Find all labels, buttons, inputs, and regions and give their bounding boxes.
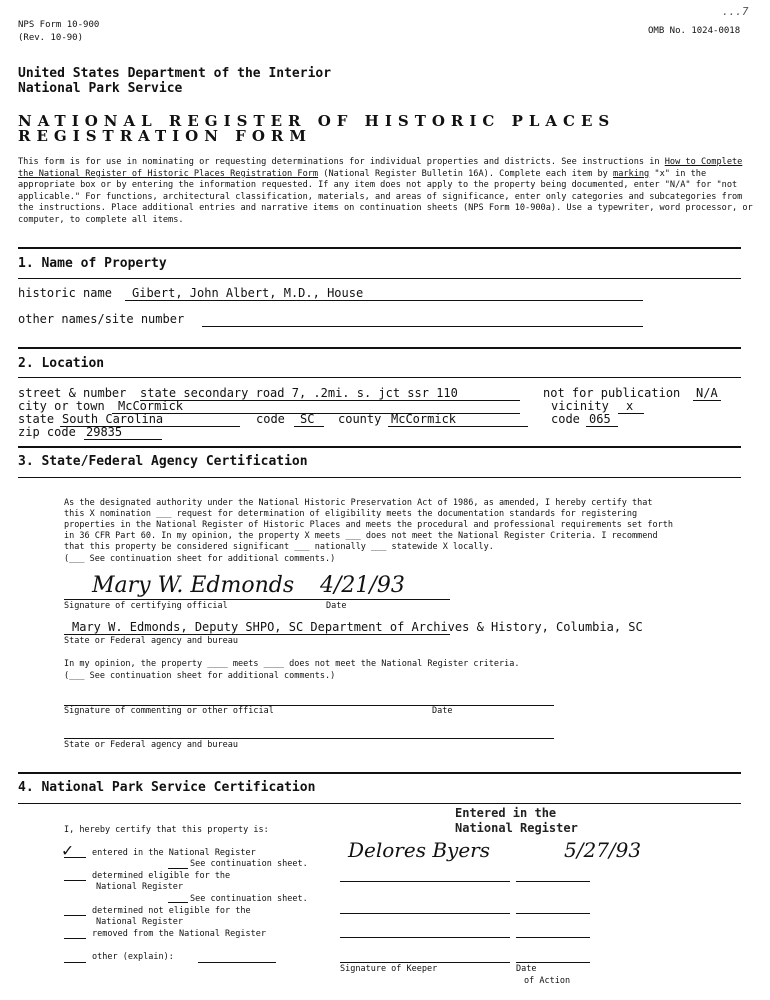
section-divider xyxy=(18,347,741,349)
omb-number: OMB No. 1024-0018 xyxy=(648,26,741,36)
field-underline xyxy=(202,326,643,327)
not-for-publication-label: not for publication xyxy=(543,386,681,400)
keeper-date-label: Date xyxy=(516,964,537,974)
eligible-option: determined eligible for the xyxy=(92,871,231,881)
entered-option: entered in the National Register xyxy=(92,848,256,858)
field-underline xyxy=(586,426,618,427)
certification-line-3: properties in the National Register of Historic Places and meets the procedural and professional requirements set forth xyxy=(64,520,673,530)
county-label: county xyxy=(338,412,382,426)
street-value[interactable]: state secondary road 7, .2mi. s. jct ssr 110 xyxy=(140,386,458,400)
checkbox-line[interactable] xyxy=(168,902,188,903)
instructions-text-2: (National Register Bulletin 16A). Complete each item by xyxy=(318,168,614,179)
see-continuation-1: See continuation sheet. xyxy=(190,859,308,869)
historic-name-value[interactable]: Gibert, John Albert, M.D., House xyxy=(132,286,364,300)
section-divider xyxy=(18,247,741,249)
section-divider xyxy=(18,477,741,478)
form-subtitle: REGISTRATION FORM xyxy=(18,127,312,145)
agency2-label: State or Federal agency and bureau xyxy=(64,740,238,750)
removed-option: removed from the National Register xyxy=(92,929,266,939)
field-underline xyxy=(84,439,162,440)
vicinity-value[interactable]: x xyxy=(626,399,634,413)
county-code-value[interactable]: 065 xyxy=(589,412,611,426)
certification-line-4: in 36 CFR Part 60. In my opinion, the property X meets ___ does not meet the National Register Criteria. I recommend xyxy=(64,531,658,541)
form-number: NPS Form 10-900 xyxy=(18,20,100,30)
keeper-line xyxy=(340,913,510,914)
other-names-label: other names/site number xyxy=(18,312,185,326)
certify-statement: I, hereby certify that this property is: xyxy=(64,825,269,835)
section-divider xyxy=(18,803,741,804)
commenting-signature-label: Signature of commenting or other official xyxy=(64,706,274,716)
keeper-signature-label: Signature of Keeper xyxy=(340,964,438,974)
certification-line-2: this X nomination ___ request for determination of eligibility meets the documentation standards for registering xyxy=(64,509,638,519)
checkbox-line[interactable] xyxy=(64,938,86,939)
certification-line-1: As the designated authority under the National Historic Preservation Act of 1986, as amended, I hereby certify that xyxy=(64,498,653,508)
agency-line xyxy=(64,634,450,635)
field-underline xyxy=(112,413,520,414)
section-divider xyxy=(18,446,741,448)
department-line: United States Department of the Interior xyxy=(18,66,332,81)
date-label: Date xyxy=(326,601,347,611)
form-title: NATIONAL REGISTER OF HISTORIC PLACES xyxy=(18,112,616,130)
other-option: other (explain): xyxy=(92,952,174,962)
signature-label: Signature of certifying official xyxy=(64,601,228,611)
other-explain-line[interactable] xyxy=(198,962,276,963)
agency-label: State or Federal agency and bureau xyxy=(64,636,238,646)
section2-heading: 2. Location xyxy=(18,356,105,371)
agency-line: National Park Service xyxy=(18,81,183,96)
checkmark-icon: ✓ xyxy=(62,840,73,861)
corner-mark: ...7 xyxy=(722,5,749,18)
keeper-date-handwritten: 5/27/93 xyxy=(564,838,642,862)
zip-label: zip code xyxy=(18,425,76,439)
state-code-label: code xyxy=(256,412,285,426)
register-stamp-line-1: Entered in the xyxy=(455,806,557,820)
field-underline xyxy=(294,426,324,427)
signature-line xyxy=(64,599,450,600)
checkbox-line[interactable] xyxy=(64,915,86,916)
field-underline xyxy=(693,400,721,401)
county-code-label: code xyxy=(551,412,580,426)
certifying-signature: Mary W. Edmonds xyxy=(92,573,295,598)
checkbox-line[interactable] xyxy=(64,880,86,881)
keeper-line xyxy=(340,962,510,963)
agency-value[interactable]: Mary W. Edmonds, Deputy SHPO, SC Department of Archives & History, Columbia, SC xyxy=(72,620,643,634)
street-label: street & number xyxy=(18,386,127,400)
instructions-marking: marking xyxy=(613,168,650,179)
field-underline xyxy=(125,300,643,301)
checkbox-line[interactable] xyxy=(64,962,86,963)
instructions-link[interactable]: How to Complete the National Register of Historic Places Registration Form xyxy=(18,157,743,179)
keeper-signature: Delores Byers xyxy=(348,838,490,862)
instructions-text-1: This form is for use in nominating or requesting determinations for individual properties and districts. See instructions in xyxy=(18,157,665,167)
keeper-date-line xyxy=(516,881,590,882)
keeper-date-line xyxy=(516,937,590,938)
not-for-publication-value[interactable]: N/A xyxy=(696,386,718,400)
certification-line-6: (___ See continuation sheet for additional comments.) xyxy=(64,554,336,564)
historic-name-label: historic name xyxy=(18,286,112,300)
eligible-option-2: National Register xyxy=(96,882,183,892)
state-value[interactable]: South Carolina xyxy=(62,412,164,426)
opinion-line-1: In my opinion, the property ____ meets ____ does not meet the National Register criteria. xyxy=(64,659,520,669)
register-stamp-line-2: National Register xyxy=(455,821,578,835)
keeper-action-label: of Action xyxy=(524,976,571,986)
field-underline xyxy=(140,400,520,401)
county-value[interactable]: McCormick xyxy=(391,412,457,426)
agency2-line xyxy=(64,738,554,739)
section4-heading: 4. National Park Service Certification xyxy=(18,780,316,795)
section-divider xyxy=(18,772,741,774)
checkbox-line[interactable] xyxy=(168,868,188,869)
certifying-date-handwritten: 4/21/93 xyxy=(320,573,405,598)
keeper-date-line xyxy=(516,962,590,963)
vicinity-label: vicinity xyxy=(551,399,609,413)
state-code-value[interactable]: SC xyxy=(300,412,315,426)
opinion-line-2: (___ See continuation sheet for additional comments.) xyxy=(64,671,336,681)
keeper-date-line xyxy=(516,913,590,914)
commenting-date-label: Date xyxy=(432,706,453,716)
state-label: state xyxy=(18,412,55,426)
see-continuation-2: See continuation sheet. xyxy=(190,894,308,904)
section3-heading: 3. State/Federal Agency Certification xyxy=(18,454,308,469)
not-eligible-option-2: National Register xyxy=(96,917,183,927)
form-revision: (Rev. 10-90) xyxy=(18,33,84,43)
keeper-line xyxy=(340,937,510,938)
keeper-line xyxy=(340,881,510,882)
section-divider xyxy=(18,278,741,279)
field-underline xyxy=(388,426,528,427)
city-value[interactable]: McCormick xyxy=(118,399,184,413)
section-divider xyxy=(18,377,741,378)
instructions-paragraph xyxy=(18,157,753,227)
section1-heading: 1. Name of Property xyxy=(18,256,167,271)
city-label: city or town xyxy=(18,399,105,413)
certification-line-5: that this property be considered significant ___ nationally ___ statewide X locally. xyxy=(64,542,494,552)
field-underline xyxy=(618,413,644,414)
zip-value[interactable]: 29835 xyxy=(86,425,123,439)
not-eligible-option: determined not eligible for the xyxy=(92,906,251,916)
checkbox-line[interactable] xyxy=(64,857,86,858)
instructions-text-3: "x" in the appropriate box or by entering the information requested. If any item does not apply to the property being documented, enter "N/A" for "not applicable." For functions, architectural classification, materials, and areas of significance, enter only categories and subcategories from the instructions. Place additional entries and narrative items on continuation sheets (NPS Form 10-900a). Use a typewriter, word processor, or computer, to complete all items. xyxy=(18,168,753,225)
